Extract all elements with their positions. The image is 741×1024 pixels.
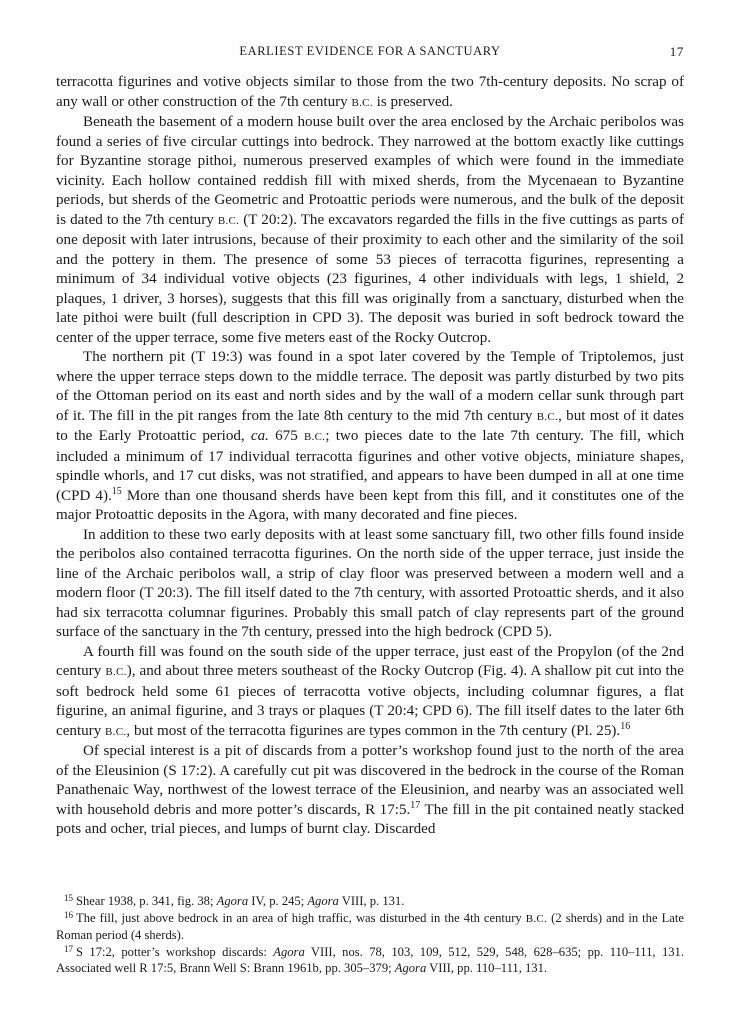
text-run: In addition to these two early deposits with at least some sanctuary fill, two other fills found inside the peribolos also contained terracotta figurines. On the north side of the upper terrace, just inside the line of the Archaic peribolos wall, a strip of clay floor was preserved between a modern well and a modern floor (T 20:3). The fill itself dated to the 7th century, with assorted Protoattic sherds, and it also had six terracotta columnar figurines. Probably this small patch of clay represents part of the ground surface of the sanctuary in the 7th century, pressed into the high bedrock (CPD 5). — [56, 526, 684, 640]
text-run: VIII, nos. 78, 103, 109, 512, 529, 548, 628–635; pp. 110–111, 131. Associated well R 17:5, Brann Well S: Brann 1961b, pp. 305–379; — [56, 945, 684, 975]
text-run: , but most of it dates to the Early Protoattic period, — [56, 407, 684, 444]
era-abbrev: B.C. — [525, 913, 548, 925]
paragraph-4 — [56, 526, 684, 643]
text-run: VIII, pp. 110–111, 131. — [426, 961, 548, 975]
footnote-number: 17 — [64, 944, 73, 954]
footnote-number: 16 — [64, 910, 73, 920]
text-run: VIII, p. 131. — [338, 894, 405, 908]
circa-abbrev: ca. — [250, 428, 269, 444]
text-run: ), and about three meters southeast of the Rocky Outcrop (Fig. 4). A shallow pit cut into the soft bedrock held some 61 pieces of terracotta votive objects, including columnar figures, a flat figurine, an animal figurine, and 3 trays or plaques (T 20:4; CPD 6). The fill itself dates to the later 6th century — [56, 663, 684, 739]
text-run: S 17:2, potter’s workshop discards: — [76, 945, 274, 959]
text-run: Shear 1938, p. 341, fig. 38; — [76, 894, 217, 908]
body-text — [56, 73, 684, 840]
footnote-17 — [56, 944, 684, 976]
text-run: (2 sherds) and in the Late Roman period (4 sherds). — [56, 911, 684, 942]
paragraph-1 — [56, 73, 684, 113]
text-run: , but most of the terracotta figurines are types common in the 7th century (Pl. 25). — [126, 722, 621, 739]
text-run: (T 20:2). The excavators regarded the fills in the five cuttings as parts of one deposit with later intrusions, because of their proximity to each other and the similarity of the soil and the pottery in them. The presence of some 53 pieces of terracotta figurines, representing a minimum of 34 individual votive objects (23 figurines, 4 other individuals with legs, 1 shield, 2 plaques, 1 driver, 3 horses), suggests that this fill was originally from a sanctuary, disturbed when the late pithoi were built (full description in CPD 3). The deposit was buried in soft bedrock toward the center of the upper terrace, some five meters east of the Rocky Outcrop. — [56, 211, 684, 346]
paragraph-6 — [56, 742, 684, 840]
text-run: IV, p. 245; — [248, 894, 308, 908]
footnote-15 — [56, 893, 684, 909]
footnote-number: 15 — [64, 893, 73, 903]
series-title: Agora — [394, 961, 427, 975]
running-head — [56, 44, 684, 62]
paragraph-2 — [56, 113, 684, 348]
page-number: 17 — [669, 44, 684, 59]
footnote-ref-17[interactable]: 17 — [410, 799, 421, 811]
era-abbrev: B.C. — [105, 725, 127, 738]
era-abbrev: B.C. — [351, 96, 373, 109]
text-run: ; two pieces date to the late 7th century. The fill, which included a minimum of 17 individual terracotta figurines and other votive objects, miniature shapes, spindle whorls, and 17 cut disks, was not stratified, and appears to have been dumped in all at one time (CPD 4). — [56, 428, 684, 504]
era-abbrev: B.C. — [536, 410, 559, 423]
footnote-ref-16[interactable]: 16 — [620, 720, 631, 732]
text-run: More than one thousand sherds have been kept from this fill, and it constitutes one of the major Protoattic deposits in the Agora, with many decorated and fine pieces. — [56, 487, 684, 523]
text-run: Of special interest is a pit of discards from a potter’s workshop found just to the north of the area of the Eleusinion (S 17:2). A carefully cut pit was discovered in the bedrock in the course of the Roman Panathenaic Way, northwest of the lowest terrace of the Eleusinion, and nearby was an associated well with household debris and more potter’s discards, R 17:5. — [56, 743, 684, 818]
text-run: A fourth fill was found on the south side of the upper terrace, just east of the Propylon (of the 2nd century — [56, 643, 684, 679]
paragraph-5 — [56, 643, 684, 743]
series-title: Agora — [216, 894, 249, 908]
chapter-title: EARLIEST EVIDENCE FOR A SANCTUARY — [239, 44, 501, 58]
era-abbrev: B.C. — [105, 666, 127, 678]
series-title: Agora — [307, 894, 339, 908]
text-run: Beneath the basement of a modern house built over the area enclosed by the Archaic peribolos was found a series of five circular cuttings into bedrock. They narrowed at the bottom exactly like cuttings for Byzantine storage pithoi, numerous preserved examples of which were found in the immediate vicinity. Each hollow contained reddish fill with mixed sherds, from the Mycenaean to Byzantine periods, but sherds of the Geometric and Protoattic periods were numerous, and the bulk of the deposit is dated to the 7th century — [56, 114, 684, 228]
footnote-ref-15[interactable]: 15 — [111, 485, 122, 497]
footnote-16 — [56, 910, 684, 943]
text-run: is preserved. — [372, 93, 453, 110]
text-run: The fill in the pit contained neatly stacked pots and ocher, trial pieces, and lumps of burnt clay. Discarded — [56, 801, 684, 837]
era-abbrev: B.C. — [303, 431, 326, 443]
series-title: Agora — [273, 945, 305, 959]
era-abbrev: B.C. — [217, 214, 240, 227]
paragraph-3 — [56, 348, 684, 526]
text-run: terracotta figurines and votive objects similar to those from the two 7th-century deposits. No scrap of any wall or other construction of the 7th century — [56, 74, 684, 110]
text-run: The fill, just above bedrock in an area of high traffic, was disturbed in the 4th century — [76, 911, 526, 925]
text-run: 675 — [268, 428, 304, 444]
text-run: The northern pit (T 19:3) was found in a spot later covered by the Temple of Triptolemos, just where the upper terrace steps down to the middle terrace. The deposit was partly disturbed by two pits of the Ottoman period on its east and north sides and by the wall of a modern cellar sunk through part of it. The fill in the pit ranges from the late 8th century to the mid 7th century — [56, 349, 684, 424]
footnotes — [56, 893, 684, 977]
